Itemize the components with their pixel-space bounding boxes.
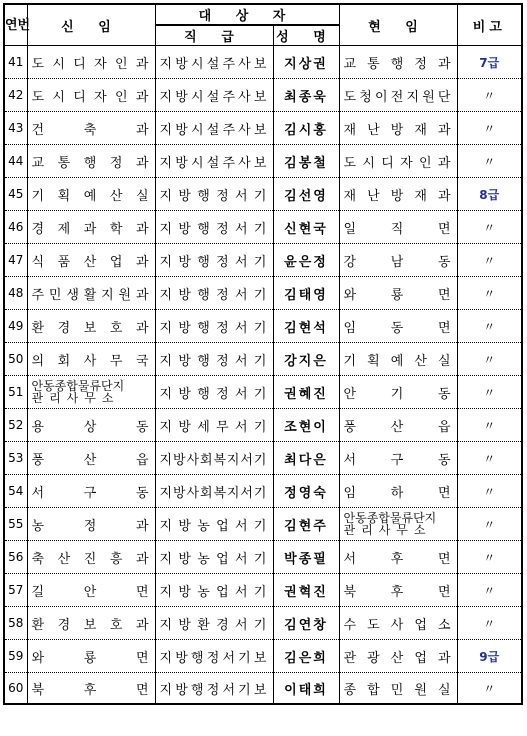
spread-text: 종 합 민 원 실 [343,682,451,698]
spread-text: 주 민 생 활 지 원 과 [31,287,149,303]
new-post-cell [27,343,155,376]
note-cell: 〃 [457,607,522,640]
spread-text: 수 도 사 업 소 [343,617,451,633]
current-post-cell [339,277,457,310]
current-post-cell [339,508,457,541]
rank-cell [155,79,273,112]
table-row [4,79,522,112]
current-post-cell [339,607,457,640]
new-post-cell [27,409,155,442]
spread-text: 지 방 시 설 주 사 보 [159,56,267,72]
person-name-cell: 김은희 [273,640,339,673]
table-row [4,343,522,376]
personnel-table [3,3,523,705]
row-number: 42 [4,79,27,112]
spread-text: 와 룡 면 [31,650,149,666]
note-cell: 9급 [457,640,522,673]
header-name: 성 명 [273,25,339,46]
current-post-cell [339,46,457,79]
spread-text: 임 하 면 [343,485,451,501]
new-post-cell [27,145,155,178]
table-row [4,244,522,277]
person-name-cell: 정영숙 [273,475,339,508]
table-body [4,46,522,705]
table-row [4,574,522,607]
spread-text: 용 상 동 [31,419,149,435]
current-post-cell [339,574,457,607]
spread-text: 안 기 동 [343,386,451,402]
note-cell: 〃 [457,211,522,244]
spread-text: 북 후 면 [343,584,451,600]
note-cell: 〃 [457,277,522,310]
row-number: 44 [4,145,27,178]
spread-text: 지 방 행 정 서 기 [159,188,267,204]
spread-text: 지 방 행 정 서 기 [159,221,267,237]
cell-line-2: 관리사무소 [343,523,432,537]
table-row [4,541,522,574]
person-name-cell: 김태영 [273,277,339,310]
cell-line-1: 안동종합물류단지 [343,511,437,525]
new-post-cell [27,541,155,574]
personnel-table-container [3,3,523,705]
spread-text: 지 방 사 회 복 지 서 기 [159,485,267,501]
row-number: 50 [4,343,27,376]
spread-text: 북 후 면 [31,682,149,698]
row-number: 53 [4,442,27,475]
header-current-post: 현 임 [339,4,457,46]
rank-cell [155,640,273,673]
rank-cell [155,178,273,211]
row-number: 45 [4,178,27,211]
spread-text: 축 산 진 흥 과 [31,551,149,567]
person-name-cell: 김봉철 [273,145,339,178]
spread-text: 경 제 과 학 과 [31,221,149,237]
current-post-cell [339,640,457,673]
spread-text: 재 난 방 재 과 [343,188,451,204]
new-post-cell [27,112,155,145]
table-row [4,46,522,79]
note-cell: 〃 [457,145,522,178]
current-post-cell [339,310,457,343]
person-name-cell: 최다은 [273,442,339,475]
spread-text: 지 방 농 업 서 기 [159,518,267,534]
note-cell: 〃 [457,574,522,607]
spread-text: 풍 산 읍 [343,419,451,435]
new-post-cell [27,211,155,244]
person-name-cell: 박종필 [273,541,339,574]
table-row [4,442,522,475]
new-post-cell [27,640,155,673]
row-number: 41 [4,46,27,79]
rank-cell [155,541,273,574]
current-post-cell [339,145,457,178]
table-row [4,112,522,145]
spread-text: 서 구 동 [31,485,149,501]
spread-text: 와 룡 면 [343,287,451,303]
person-name-cell: 김시홍 [273,112,339,145]
row-number: 55 [4,508,27,541]
current-post-cell [339,79,457,112]
note-cell: 〃 [457,343,522,376]
person-name-cell: 강지은 [273,343,339,376]
current-post-cell [339,343,457,376]
table-row [4,607,522,640]
table-row [4,508,522,541]
spread-text: 도 청 이 전 지 원 단 [343,89,451,105]
spread-text: 교 통 행 정 과 [31,155,149,171]
row-number: 49 [4,310,27,343]
new-post-cell [27,574,155,607]
current-post-cell [339,211,457,244]
spread-text: 지 방 행 정 서 기 [159,254,267,270]
table-row [4,310,522,343]
new-post-cell [27,46,155,79]
table-row [4,178,522,211]
spread-text: 지 방 행 정 서 기 [159,287,267,303]
spread-text: 서 구 동 [343,452,451,468]
spread-text: 길 안 면 [31,584,149,600]
spread-text: 풍 산 읍 [31,452,149,468]
row-number: 43 [4,112,27,145]
rank-cell [155,277,273,310]
row-number: 46 [4,211,27,244]
new-post-cell [27,178,155,211]
spread-text: 지 방 행 정 서 기 보 [159,682,267,698]
rank-cell [155,409,273,442]
spread-text: 강 남 동 [343,254,451,270]
person-name-cell: 신현국 [273,211,339,244]
note-cell: 〃 [457,244,522,277]
note-cell: 8급 [457,178,522,211]
spread-text: 지 방 시 설 주 사 보 [159,155,267,171]
note-cell: 〃 [457,508,522,541]
spread-text: 기 획 예 산 실 [343,353,451,369]
spread-text: 지 방 세 무 서 기 [159,419,267,435]
cell-line-2: 관리사무소 [31,391,120,405]
rank-cell [155,442,273,475]
current-post-cell [339,112,457,145]
spread-text: 재 난 방 재 과 [343,122,451,138]
spread-text: 도 시 디 자 인 과 [31,56,149,72]
table-row [4,640,522,673]
spread-text: 지 방 행 정 서 기 [159,386,267,402]
note-cell: 〃 [457,475,522,508]
person-name-cell: 윤은정 [273,244,339,277]
row-number: 58 [4,607,27,640]
note-cell: 〃 [457,79,522,112]
table-row [4,673,522,705]
person-name-cell: 김현주 [273,508,339,541]
row-number: 47 [4,244,27,277]
note-cell: 〃 [457,442,522,475]
spread-text: 환 경 보 호 과 [31,617,149,633]
cell-line-1: 안동종합물류단지 [31,379,125,393]
spread-text: 농 정 과 [31,518,149,534]
spread-text: 지 방 시 설 주 사 보 [159,122,267,138]
header-note: 비고 [457,4,522,46]
rank-cell [155,376,273,409]
table-row [4,211,522,244]
current-post-cell [339,475,457,508]
row-number: 48 [4,277,27,310]
row-number: 51 [4,376,27,409]
spread-text: 건 축 과 [31,122,149,138]
spread-text: 지 방 농 업 서 기 [159,584,267,600]
new-post-cell [27,442,155,475]
note-cell: 〃 [457,112,522,145]
current-post-cell [339,244,457,277]
table-row [4,409,522,442]
new-post-cell [27,508,155,541]
header-rank: 직 급 [155,25,273,46]
spread-text: 일 직 면 [343,221,451,237]
person-name-cell: 김연창 [273,607,339,640]
rank-cell [155,475,273,508]
person-name-cell: 권혜진 [273,376,339,409]
header-new-post: 신 임 [27,4,155,46]
row-number: 54 [4,475,27,508]
note-cell: 7급 [457,46,522,79]
rank-cell [155,112,273,145]
person-name-cell: 이태희 [273,673,339,705]
rank-cell [155,310,273,343]
row-number: 56 [4,541,27,574]
spread-text: 지 방 시 설 주 사 보 [159,89,267,105]
note-cell: 〃 [457,310,522,343]
spread-text: 의 회 사 무 국 [31,353,149,369]
new-post-cell [27,277,155,310]
person-name-cell: 김현석 [273,310,339,343]
note-cell: 〃 [457,541,522,574]
header-target: 대 상 자 [155,4,339,25]
table-row [4,277,522,310]
new-post-cell [27,376,155,409]
spread-text: 환 경 보 호 과 [31,320,149,336]
current-post-cell [339,376,457,409]
table-row [4,376,522,409]
note-cell: 〃 [457,673,522,705]
row-number: 59 [4,640,27,673]
spread-text: 서 후 면 [343,551,451,567]
spread-text: 기 획 예 산 실 [31,188,149,204]
rank-cell [155,574,273,607]
person-name-cell: 조현이 [273,409,339,442]
current-post-cell [339,673,457,705]
spread-text: 관 광 산 업 과 [343,650,451,666]
new-post-cell [27,310,155,343]
rank-cell [155,673,273,705]
spread-text: 도 시 디 자 인 과 [31,89,149,105]
person-name-cell: 지상권 [273,46,339,79]
rank-cell [155,343,273,376]
new-post-cell [27,607,155,640]
row-number: 52 [4,409,27,442]
spread-text: 지 방 환 경 서 기 [159,617,267,633]
table-row [4,475,522,508]
spread-text: 임 동 면 [343,320,451,336]
note-cell: 〃 [457,409,522,442]
current-post-cell [339,541,457,574]
current-post-cell [339,178,457,211]
person-name-cell: 김선영 [273,178,339,211]
new-post-cell [27,244,155,277]
spread-text: 지 방 사 회 복 지 서 기 [159,452,267,468]
spread-text: 지 방 행 정 서 기 [159,353,267,369]
table-row [4,145,522,178]
spread-text: 지 방 행 정 서 기 보 [159,650,267,666]
spread-text: 지 방 농 업 서 기 [159,551,267,567]
row-number: 57 [4,574,27,607]
rank-cell [155,211,273,244]
rank-cell [155,244,273,277]
rank-cell [155,607,273,640]
person-name-cell: 최종욱 [273,79,339,112]
new-post-cell [27,475,155,508]
current-post-cell [339,409,457,442]
current-post-cell [339,442,457,475]
spread-text: 식 품 산 업 과 [31,254,149,270]
spread-text: 지 방 행 정 서 기 [159,320,267,336]
new-post-cell [27,673,155,705]
spread-text: 교 통 행 정 과 [343,56,451,72]
note-cell: 〃 [457,376,522,409]
header-no: 연번 [4,4,27,46]
rank-cell [155,145,273,178]
person-name-cell: 권혁진 [273,574,339,607]
new-post-cell [27,79,155,112]
row-number: 60 [4,673,27,705]
rank-cell [155,508,273,541]
rank-cell [155,46,273,79]
spread-text: 도 시 디 자 인 과 [343,155,451,171]
